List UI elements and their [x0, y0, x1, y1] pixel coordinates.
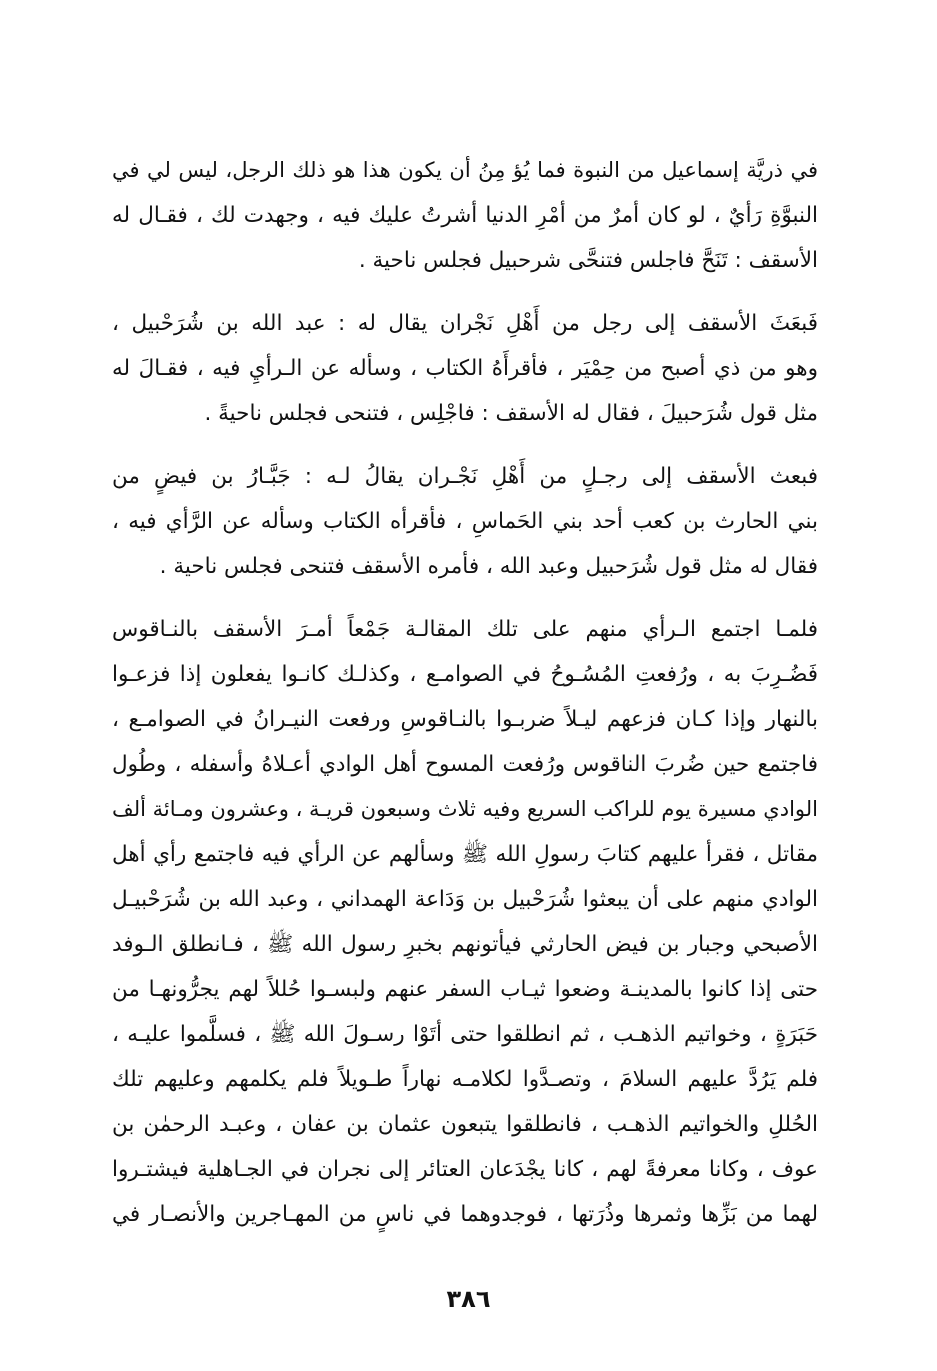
text-line: فقال له مثل قول شُرَحبيل وعبد الله ، فأمره الأسقف فتنحى فجلس ناحية . — [159, 554, 818, 579]
paragraph-gap — [112, 589, 818, 607]
text-line: فَضُـرِبَ به ، ورُفعتِ المُسُـوحُ في الصوامـع ، وكذلـك كانـوا يفعلون إذا فزعـوا — [112, 662, 818, 687]
text-line: في ذريَّة إسماعيل من النبوة فما يُؤ مِنُ أن يكون هذا هو ذلك الرجل، ليس لي في — [112, 158, 818, 182]
page-number: ٣٨٦ — [446, 1285, 491, 1313]
text-line: الأسقف : تَنَحَّ فاجلس فتنحَّى شرحبيل فجلس ناحية . — [358, 248, 818, 273]
text-line: فاجتمع حين ضُربَ الناقوس ورُفعت المسوح أهل الوادي أعـلاهُ وأسفله ، وطُول — [112, 752, 818, 777]
text-line: الوادي منهم على أن يبعثوا شُرَحْبيل بن وَدَاعة الهمداني ، وعبد الله بن شُرَحْبيـل — [112, 887, 818, 912]
text-line: حتى إذا كانوا بالمدينـة وضعوا ثيـاب السفر عنهم ولبسـوا حُللاً لهم يجرُّونهـا من — [112, 977, 818, 1002]
paragraph-4 — [112, 607, 818, 1237]
text-line: عوف ، وكانا معرفةً لهم ، كانا يجْدَعان العتائر إلى نجران في الجـاهلية فيشتـروا — [112, 1157, 818, 1182]
text-line: الوادي مسيرة يوم للراكب السريع وفيه ثلاث وسبعون قريـة ، وعشرون ومـائة ألف — [112, 797, 818, 821]
text-line: الحُللِ والخواتيم الذهـب ، فانطلقوا يتبعون عثمان بن عفان ، وعبـد الرحمٰن بن — [112, 1112, 818, 1137]
text-line: فلم يَرُدَّ عليهم السلامَ ، وتصـدَّوا لكلامـه نهاراً طـويلاً فلم يكلمهم وعليهم تلك — [112, 1067, 818, 1092]
paragraph-gap — [112, 436, 818, 454]
text-line: فَبعَثَ الأسقف إلى رجل من أَهْلِ نَجْران يقال له : عبد الله بن شُرَحْبيل ، — [112, 311, 818, 336]
text-line: لهما من بَزِّها وثمرها وذُرَتها ، فوجدوهما في ناسٍ من المهـاجرين والأنصـار في — [112, 1202, 818, 1227]
text-line: حَبَرَةٍ ، وخواتيم الذهـب ، ثم انطلقوا حتى أتَوْا رسـولَ الله ﷺ ، فسلَّموا عليـه ، — [112, 1022, 818, 1047]
paragraph-1 — [112, 148, 818, 283]
text-line: بالنهار وإذا كـان فزعهم ليـلاً ضربـوا بالنـاقوسِ ورفعت النيـرانُ في الصوامـع ، — [112, 707, 818, 732]
paragraph-gap — [112, 283, 818, 301]
paragraph-3 — [112, 454, 818, 589]
text-line: فبعث الأسقف إلى رجـلٍ من أَهْلِ نَجْـران يقالُ لـه : جَبَّـارُ بن فيضٍ من — [112, 464, 818, 489]
text-line: مثل قول شُرَحبيلَ ، فقال له الأسقف : فاجْلِس ، فتنحى فجلس ناحيةً . — [204, 401, 818, 426]
text-line: وهو من ذي أصبح من حِمْيَر ، فأقرأَهُ الكتاب ، وسأله عن الـرأيِ فيه ، فقـالَ له — [112, 356, 818, 381]
paragraph-2 — [112, 301, 818, 436]
text-line: الأصبحي وجبار بن فيض الحارثي فيأتونهم بخبرِ رسول الله ﷺ ، فـانطلق الـوفد — [112, 932, 818, 957]
body-text — [112, 148, 818, 1237]
text-line: فلمـا اجتمع الـرأي منهم على تلك المقالـة جَمْعاً أمـرَ الأسقف بالنـاقوس — [112, 617, 818, 642]
text-line: مقاتل ، فقرأ عليهم كتابَ رسولِ الله ﷺ وسألهم عن الرأي فيه فاجتمع رأي أهل — [112, 842, 818, 867]
text-line: النبوَّةِ رَأيٌ ، لو كان أمرٌ من أمْرِ الدنيا أشرتُ عليك فيه ، وجهدت لك ، فقـال له — [112, 203, 818, 228]
text-line: بني الحارث بن كعب أحد بني الحَماسِ ، فأقرأه الكتاب وسأله عن الرَّأي فيه ، — [112, 509, 818, 534]
